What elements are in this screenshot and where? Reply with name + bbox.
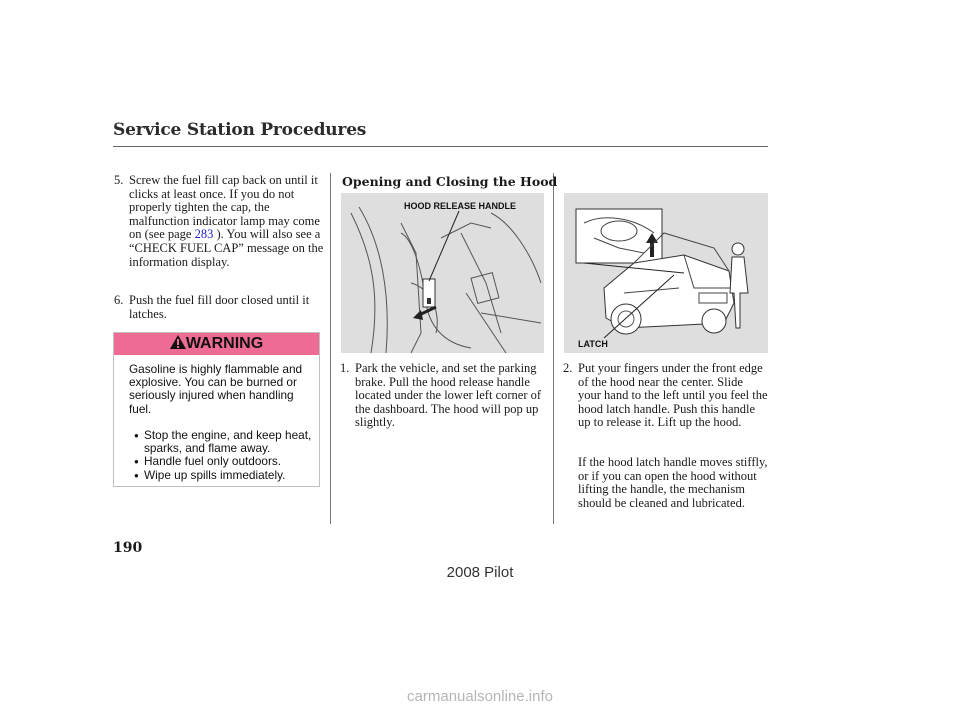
- warning-text: Gasoline is highly flammable and explosive. You can be burned or seriously injured when handling fuel.: [129, 362, 303, 416]
- warning-label: [114, 335, 319, 353]
- step-text-part: Screw the fuel fill cap back on until it clicks at least once. If you do not properly tighten the cap, the malfunction indicator lamp may come on (see page: [129, 173, 320, 242]
- step-text: Park the vehicle, and set the parking brake. Pull the hood release handle located under the lower left corner of the dashboard. The hood will pop up slightly.: [355, 361, 542, 430]
- header-rule: [113, 146, 768, 147]
- footer-model: 2008 Pilot: [446, 564, 514, 581]
- page-number: 190: [113, 540, 143, 556]
- vehicle-hood-drawing: [564, 193, 768, 353]
- step-note: [563, 456, 768, 510]
- image-caption: LATCH: [578, 339, 608, 349]
- step-number: 5.: [114, 173, 124, 187]
- step-5: [114, 174, 324, 269]
- list-item: ● Handle fuel only outdoors.: [134, 455, 319, 468]
- warning-box: [113, 332, 320, 487]
- step-text: Put your fingers under the front edge of the hood near the center. Slide your hand to the left until you feel the hood latch handle. Push this handle up to release it. Lift up the hood.: [578, 361, 768, 430]
- step-text-part: ). You will also see a “CHECK FUEL CAP” message on the information display.: [129, 227, 324, 269]
- page-title: Service Station Procedures: [113, 120, 367, 140]
- list-item: ● Stop the engine, and keep heat, sparks, and flame away.: [134, 429, 319, 455]
- warning-list: [134, 429, 319, 482]
- latch-illustration: [564, 193, 768, 353]
- warning-label-text: WARNING: [185, 335, 264, 352]
- column-divider-right: [553, 173, 554, 524]
- list-item: ● Wipe up spills immediately.: [134, 469, 319, 482]
- step-2: [563, 362, 768, 430]
- warning-triangle-icon: [170, 335, 186, 349]
- hood-release-illustration: [341, 193, 544, 353]
- watermark: carmanualsonline.info: [407, 688, 553, 705]
- step-number: 6.: [114, 293, 124, 307]
- image-caption: HOOD RELEASE HANDLE: [404, 201, 517, 211]
- step-text: [129, 174, 324, 269]
- step-1: [340, 362, 552, 430]
- step-number: 2.: [563, 361, 573, 375]
- step-number: 1.: [340, 361, 350, 375]
- step-text: Push the fuel fill door closed until it latches.: [129, 293, 310, 321]
- step-6: [114, 294, 324, 321]
- section-heading: Opening and Closing the Hood: [342, 174, 558, 189]
- page-link[interactable]: 283: [194, 227, 214, 242]
- column-divider-left: [330, 173, 331, 524]
- note-text: If the hood latch handle moves stiffly, or if you can open the hood without lifting the handle, the mechanism should be cleaned and lubricated.: [578, 455, 768, 510]
- dashboard-drawing: [341, 193, 544, 353]
